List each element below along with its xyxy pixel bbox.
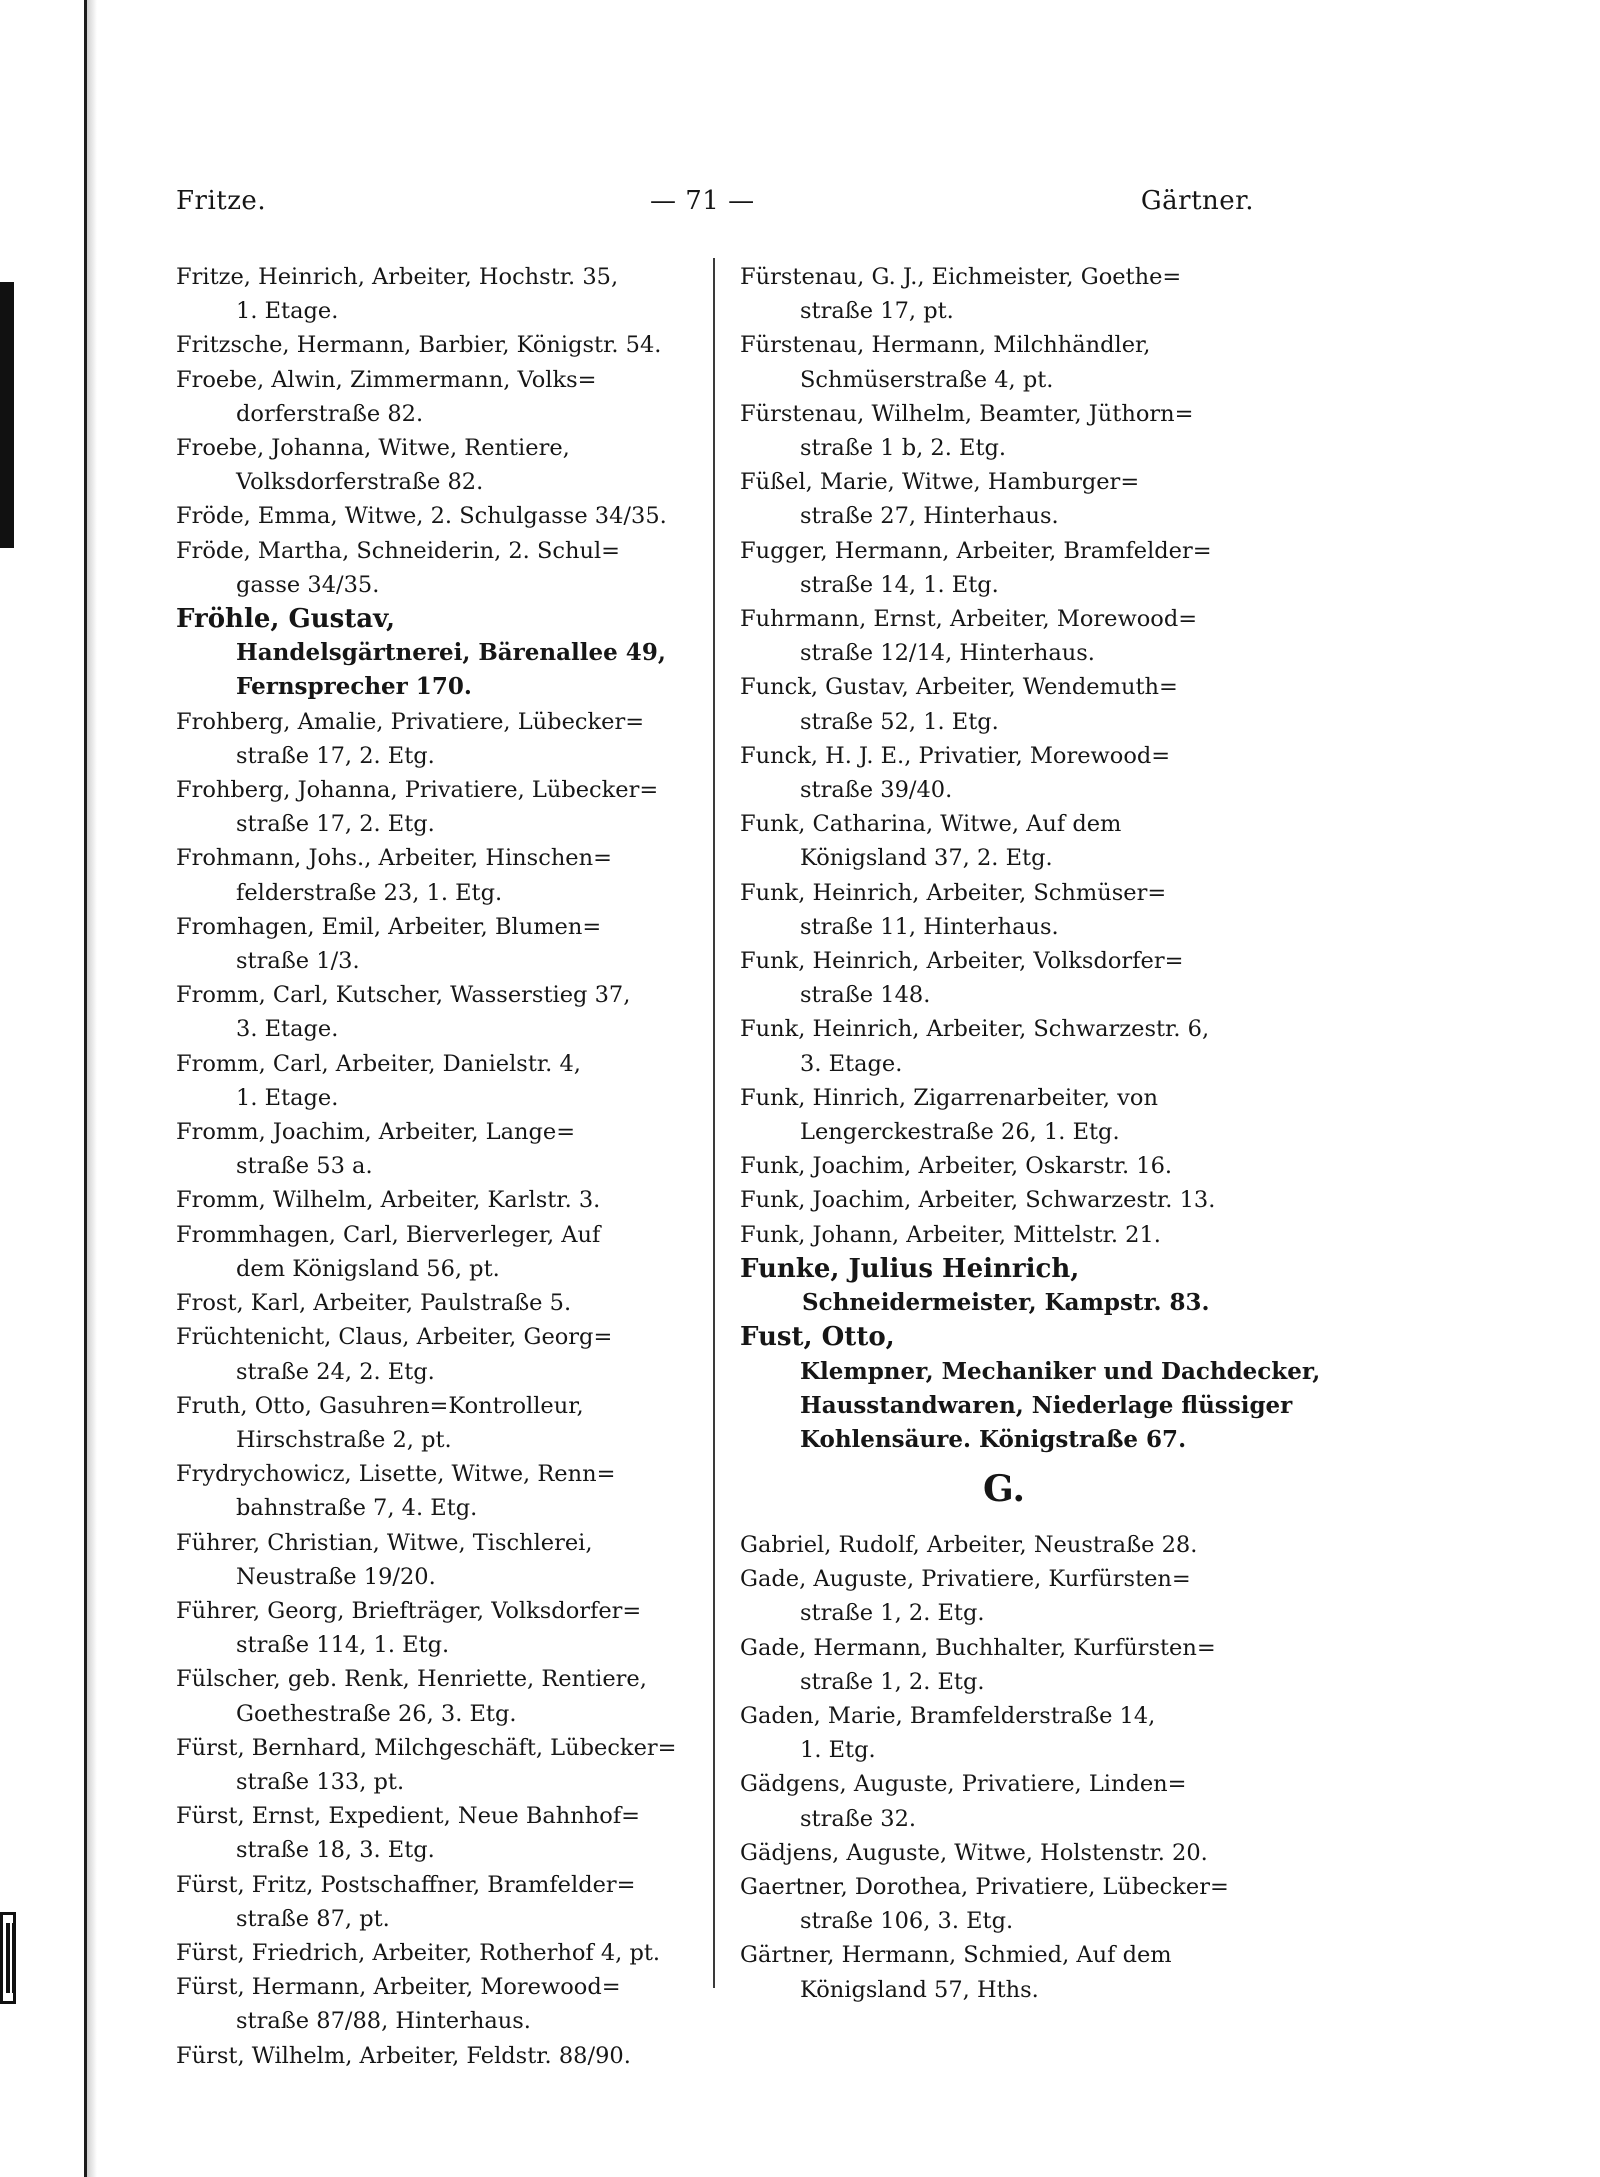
entry-line: Füßel, Marie, Witwe, Hamburger= — [740, 469, 1140, 496]
directory-entry — [740, 876, 1260, 944]
entry-line: straße 133, pt. — [236, 1768, 405, 1795]
entry-line: Klempner, Mechaniker und Dachdecker, — [800, 1357, 1321, 1385]
directory-entry — [740, 739, 1260, 807]
entry-line: straße 27, Hinterhaus. — [800, 503, 1059, 530]
directory-entry — [176, 1218, 698, 1286]
directory-entry — [176, 534, 698, 602]
directory-entry — [176, 1457, 698, 1525]
entry-line: Führer, Georg, Briefträger, Volksdorfer= — [176, 1597, 642, 1624]
entry-line: Lengerckestraße 26, 1. Etg. — [800, 1119, 1120, 1146]
entry-line: Schneidermeister, Kampstr. 83. — [802, 1289, 1210, 1317]
directory-entry — [740, 1631, 1260, 1699]
entry-line: Funck, H. J. E., Privatier, Morewood= — [740, 742, 1171, 769]
entry-line: straße 39/40. — [800, 777, 953, 804]
directory-entry — [176, 1799, 698, 1867]
entry-line: Hirschstraße 2, pt. — [236, 1426, 452, 1453]
directory-entry — [740, 1183, 1260, 1217]
directory-entry — [740, 1562, 1260, 1630]
directory-entry — [740, 465, 1260, 533]
page-number: — 71 — — [650, 186, 755, 216]
entry-line: Gaden, Marie, Bramfelderstraße 14, — [740, 1703, 1156, 1730]
entry-line: 1. Etg. — [800, 1737, 876, 1764]
directory-entry — [740, 1699, 1260, 1767]
entry-line: Früchtenicht, Claus, Arbeiter, Georg= — [176, 1324, 613, 1351]
entry-line: dem Königsland 56, pt. — [236, 1255, 500, 1282]
entry-line: Funk, Heinrich, Arbeiter, Schwarzestr. 6, — [740, 1016, 1210, 1043]
entry-line: Fürst, Hermann, Arbeiter, Morewood= — [176, 1974, 621, 2001]
entry-line: Fugger, Hermann, Arbeiter, Bramfelder= — [740, 537, 1212, 564]
entry-line: straße 14, 1. Etg. — [800, 571, 999, 598]
entry-line: Funk, Joachim, Arbeiter, Oskarstr. 16. — [740, 1153, 1173, 1180]
entry-line: Neustraße 19/20. — [236, 1563, 436, 1590]
right-column — [740, 260, 1321, 2003]
entry-line: Fernsprecher 170. — [236, 673, 472, 701]
entry-line: Fürstenau, Hermann, Milchhändler, — [740, 332, 1151, 359]
entry-line: 3. Etage. — [236, 1016, 339, 1043]
entry-line: Fürst, Bernhard, Milchgeschäft, Lübecker= — [176, 1734, 677, 1761]
entry-line: Funke, Julius Heinrich, — [740, 1253, 1080, 1284]
entry-line: Kohlensäure. Königstraße 67. — [800, 1425, 1187, 1453]
entry-line: Fromm, Joachim, Arbeiter, Lange= — [176, 1119, 576, 1146]
directory-entry — [740, 1528, 1260, 1562]
entry-line: Fröde, Martha, Schneiderin, 2. Schul= — [176, 537, 621, 564]
entry-line: Fromm, Wilhelm, Arbeiter, Karlstr. 3. — [176, 1187, 601, 1214]
directory-entry — [176, 1868, 698, 1936]
entry-line: straße 148. — [800, 982, 931, 1009]
entry-line: Frydrychowicz, Lisette, Witwe, Renn= — [176, 1461, 616, 1488]
directory-entry — [176, 1183, 698, 1217]
entry-line: Fust, Otto, — [740, 1322, 895, 1353]
entry-line: straße 18, 3. Etg. — [236, 1837, 435, 1864]
directory-entry — [176, 363, 698, 431]
entry-line: Funk, Joachim, Arbeiter, Schwarzestr. 13. — [740, 1187, 1216, 1214]
section-heading: G. — [983, 1468, 1025, 1510]
directory-entry — [740, 1938, 1260, 2006]
scan-marker — [0, 1912, 16, 2004]
directory-entry — [740, 807, 1260, 875]
scan-marker — [0, 282, 14, 548]
directory-entry — [176, 1970, 698, 2038]
directory-entry — [740, 1081, 1260, 1149]
entry-line: Funk, Heinrich, Arbeiter, Volksdorfer= — [740, 948, 1184, 975]
running-head-left: Fritze. — [176, 186, 267, 216]
entry-line: straße 87, pt. — [236, 1905, 390, 1932]
entry-line: Schmüserstraße 4, pt. — [800, 366, 1054, 393]
entry-line: Gädjens, Auguste, Witwe, Holstenstr. 20. — [740, 1839, 1208, 1866]
entry-line: 1. Etage. — [236, 1084, 339, 1111]
entry-line: Fromhagen, Emil, Arbeiter, Blumen= — [176, 913, 602, 940]
directory-entry — [740, 260, 1260, 328]
directory-entries — [176, 260, 698, 2073]
directory-entry — [740, 1767, 1260, 1835]
entry-line: Gärtner, Hermann, Schmied, Auf dem — [740, 1942, 1172, 1969]
directory-entry — [740, 1836, 1260, 1870]
entry-line: Frohmann, Johs., Arbeiter, Hinschen= — [176, 845, 612, 872]
entry-line: Fritze, Heinrich, Arbeiter, Hochstr. 35, — [176, 264, 619, 290]
directory-entry — [176, 431, 698, 499]
entry-line: Fürst, Wilhelm, Arbeiter, Feldstr. 88/90. — [176, 2042, 631, 2069]
directory-entry — [176, 328, 698, 362]
entry-line: Gade, Hermann, Buchhalter, Kurfürsten= — [740, 1634, 1216, 1661]
entry-line: straße 106, 3. Etg. — [800, 1908, 1014, 1935]
entry-line: 3. Etage. — [800, 1050, 903, 1077]
entry-line: felderstraße 23, 1. Etg. — [236, 879, 503, 906]
directory-entry — [176, 1936, 698, 1970]
running-head-right: Gärtner. — [1140, 186, 1254, 216]
entry-line: Funk, Catharina, Witwe, Auf dem — [740, 811, 1122, 838]
directory-entry — [740, 1870, 1260, 1938]
entry-line: straße 17, 2. Etg. — [236, 742, 435, 769]
directory-entry — [740, 1320, 1321, 1457]
directory-entry — [740, 670, 1260, 738]
entry-line: Fürst, Friedrich, Arbeiter, Rotherhof 4, pt. — [176, 1939, 661, 1966]
entry-line: Frohberg, Johanna, Privatiere, Lübecker= — [176, 777, 659, 804]
entry-line: Fröde, Emma, Witwe, 2. Schulgasse 34/35. — [176, 503, 667, 530]
entry-line: straße 114, 1. Etg. — [236, 1632, 450, 1659]
directory-entry — [176, 1047, 698, 1115]
left-column — [176, 260, 698, 2073]
entry-line: Königsland 37, 2. Etg. — [800, 845, 1053, 872]
entry-line: Fruth, Otto, Gasuhren=Kontrolleur, — [176, 1392, 584, 1419]
directory-entry — [740, 328, 1260, 396]
directory-entry — [176, 1526, 698, 1594]
entry-line: Gade, Auguste, Privatiere, Kurfürsten= — [740, 1566, 1191, 1593]
directory-entry — [740, 944, 1260, 1012]
entry-line: Fürstenau, G. J., Eichmeister, Goethe= — [740, 264, 1182, 290]
directory-entry — [176, 978, 698, 1046]
entry-line: straße 12/14, Hinterhaus. — [800, 640, 1095, 667]
entry-line: dorferstraße 82. — [236, 400, 424, 427]
entry-line: Funk, Heinrich, Arbeiter, Schmüser= — [740, 879, 1167, 906]
directory-entry — [740, 1218, 1260, 1252]
directory-entry — [176, 1389, 698, 1457]
entry-line: bahnstraße 7, 4. Etg. — [236, 1495, 478, 1522]
entry-line: straße 1, 2. Etg. — [800, 1668, 985, 1695]
directory-entry — [740, 534, 1260, 602]
entry-line: Königsland 57, Hths. — [800, 1976, 1039, 2003]
entry-line: Fürstenau, Wilhelm, Beamter, Jüthorn= — [740, 400, 1194, 427]
directory-entry — [176, 1286, 698, 1320]
directory-entry — [176, 841, 698, 909]
entry-line: straße 32. — [800, 1805, 917, 1832]
entry-line: Frost, Karl, Arbeiter, Paulstraße 5. — [176, 1290, 572, 1317]
entry-line: Funck, Gustav, Arbeiter, Wendemuth= — [740, 674, 1178, 701]
entry-line: Froebe, Alwin, Zimmermann, Volks= — [176, 366, 597, 393]
entry-line: straße 1, 2. Etg. — [800, 1600, 985, 1627]
entry-line: Fürst, Ernst, Expedient, Neue Bahnhof= — [176, 1803, 641, 1830]
entry-line: Goethestraße 26, 3. Etg. — [236, 1700, 517, 1727]
entry-line: straße 17, pt. — [800, 298, 954, 325]
page-header — [176, 186, 1254, 226]
entry-line: Gädgens, Auguste, Privatiere, Linden= — [740, 1771, 1187, 1798]
entry-line: Gabriel, Rudolf, Arbeiter, Neustraße 28. — [740, 1532, 1198, 1558]
entry-line: straße 1 b, 2. Etg. — [800, 435, 1007, 462]
entry-line: Fromm, Carl, Kutscher, Wasserstieg 37, — [176, 982, 631, 1009]
entry-line: straße 17, 2. Etg. — [236, 811, 435, 838]
entry-line: Frohberg, Amalie, Privatiere, Lübecker= — [176, 708, 645, 735]
directory-entry — [740, 1149, 1260, 1183]
directory-entry — [176, 773, 698, 841]
entry-line: Volksdorferstraße 82. — [236, 469, 484, 496]
entry-line: Fülscher, geb. Renk, Henriette, Rentiere, — [176, 1666, 647, 1693]
entry-line: Froebe, Johanna, Witwe, Rentiere, — [176, 435, 570, 462]
entry-line: Fromm, Carl, Arbeiter, Danielstr. 4, — [176, 1050, 581, 1077]
entry-line: straße 52, 1. Etg. — [800, 708, 999, 735]
entry-line: Funk, Johann, Arbeiter, Mittelstr. 21. — [740, 1221, 1161, 1248]
directory-entry — [740, 602, 1260, 670]
entry-line: Handelsgärtnerei, Bärenallee 49, — [236, 639, 666, 667]
entry-line: Hausstandwaren, Niederlage flüssiger — [800, 1391, 1293, 1419]
directory-entry — [176, 1662, 698, 1730]
entry-line: Gaertner, Dorothea, Privatiere, Lübecker= — [740, 1874, 1229, 1901]
directory-entry — [176, 260, 698, 328]
entry-line: Funk, Hinrich, Zigarrenarbeiter, von — [740, 1084, 1158, 1111]
entry-line: Fritzsche, Hermann, Barbier, Königstr. 54. — [176, 332, 662, 359]
directory-entry — [176, 1594, 698, 1662]
directory-entry — [176, 602, 698, 705]
spine-shadow — [87, 0, 97, 2177]
directory-entry — [176, 1115, 698, 1183]
entry-line: Fuhrmann, Ernst, Arbeiter, Morewood= — [740, 606, 1198, 633]
directory-entry — [176, 499, 698, 533]
entry-line: Fürst, Fritz, Postschaffner, Bramfelder= — [176, 1871, 636, 1898]
directory-entry — [740, 397, 1260, 465]
directory-entries — [740, 1528, 1260, 2007]
entry-line: Führer, Christian, Witwe, Tischlerei, — [176, 1529, 593, 1556]
entry-line: Frommhagen, Carl, Bierverleger, Auf — [176, 1221, 601, 1248]
directory-entry — [740, 1012, 1260, 1080]
directory-entry — [176, 705, 698, 773]
directory-entries — [740, 260, 1321, 1457]
entry-line: straße 1/3. — [236, 948, 360, 975]
directory-entry — [176, 1320, 698, 1388]
entry-line: 1. Etage. — [236, 298, 339, 325]
directory-entry — [176, 1731, 698, 1799]
entry-line: straße 11, Hinterhaus. — [800, 913, 1059, 940]
entry-line: Fröhle, Gustav, — [176, 604, 396, 635]
column-divider — [713, 258, 715, 1988]
entry-line: straße 87/88, Hinterhaus. — [236, 2008, 531, 2035]
entry-line: straße 24, 2. Etg. — [236, 1358, 435, 1385]
directory-entry — [176, 910, 698, 978]
entry-line: gasse 34/35. — [236, 571, 380, 598]
directory-entry — [176, 2039, 698, 2073]
entry-line: straße 53 a. — [236, 1153, 373, 1180]
directory-entry — [740, 1252, 1260, 1320]
